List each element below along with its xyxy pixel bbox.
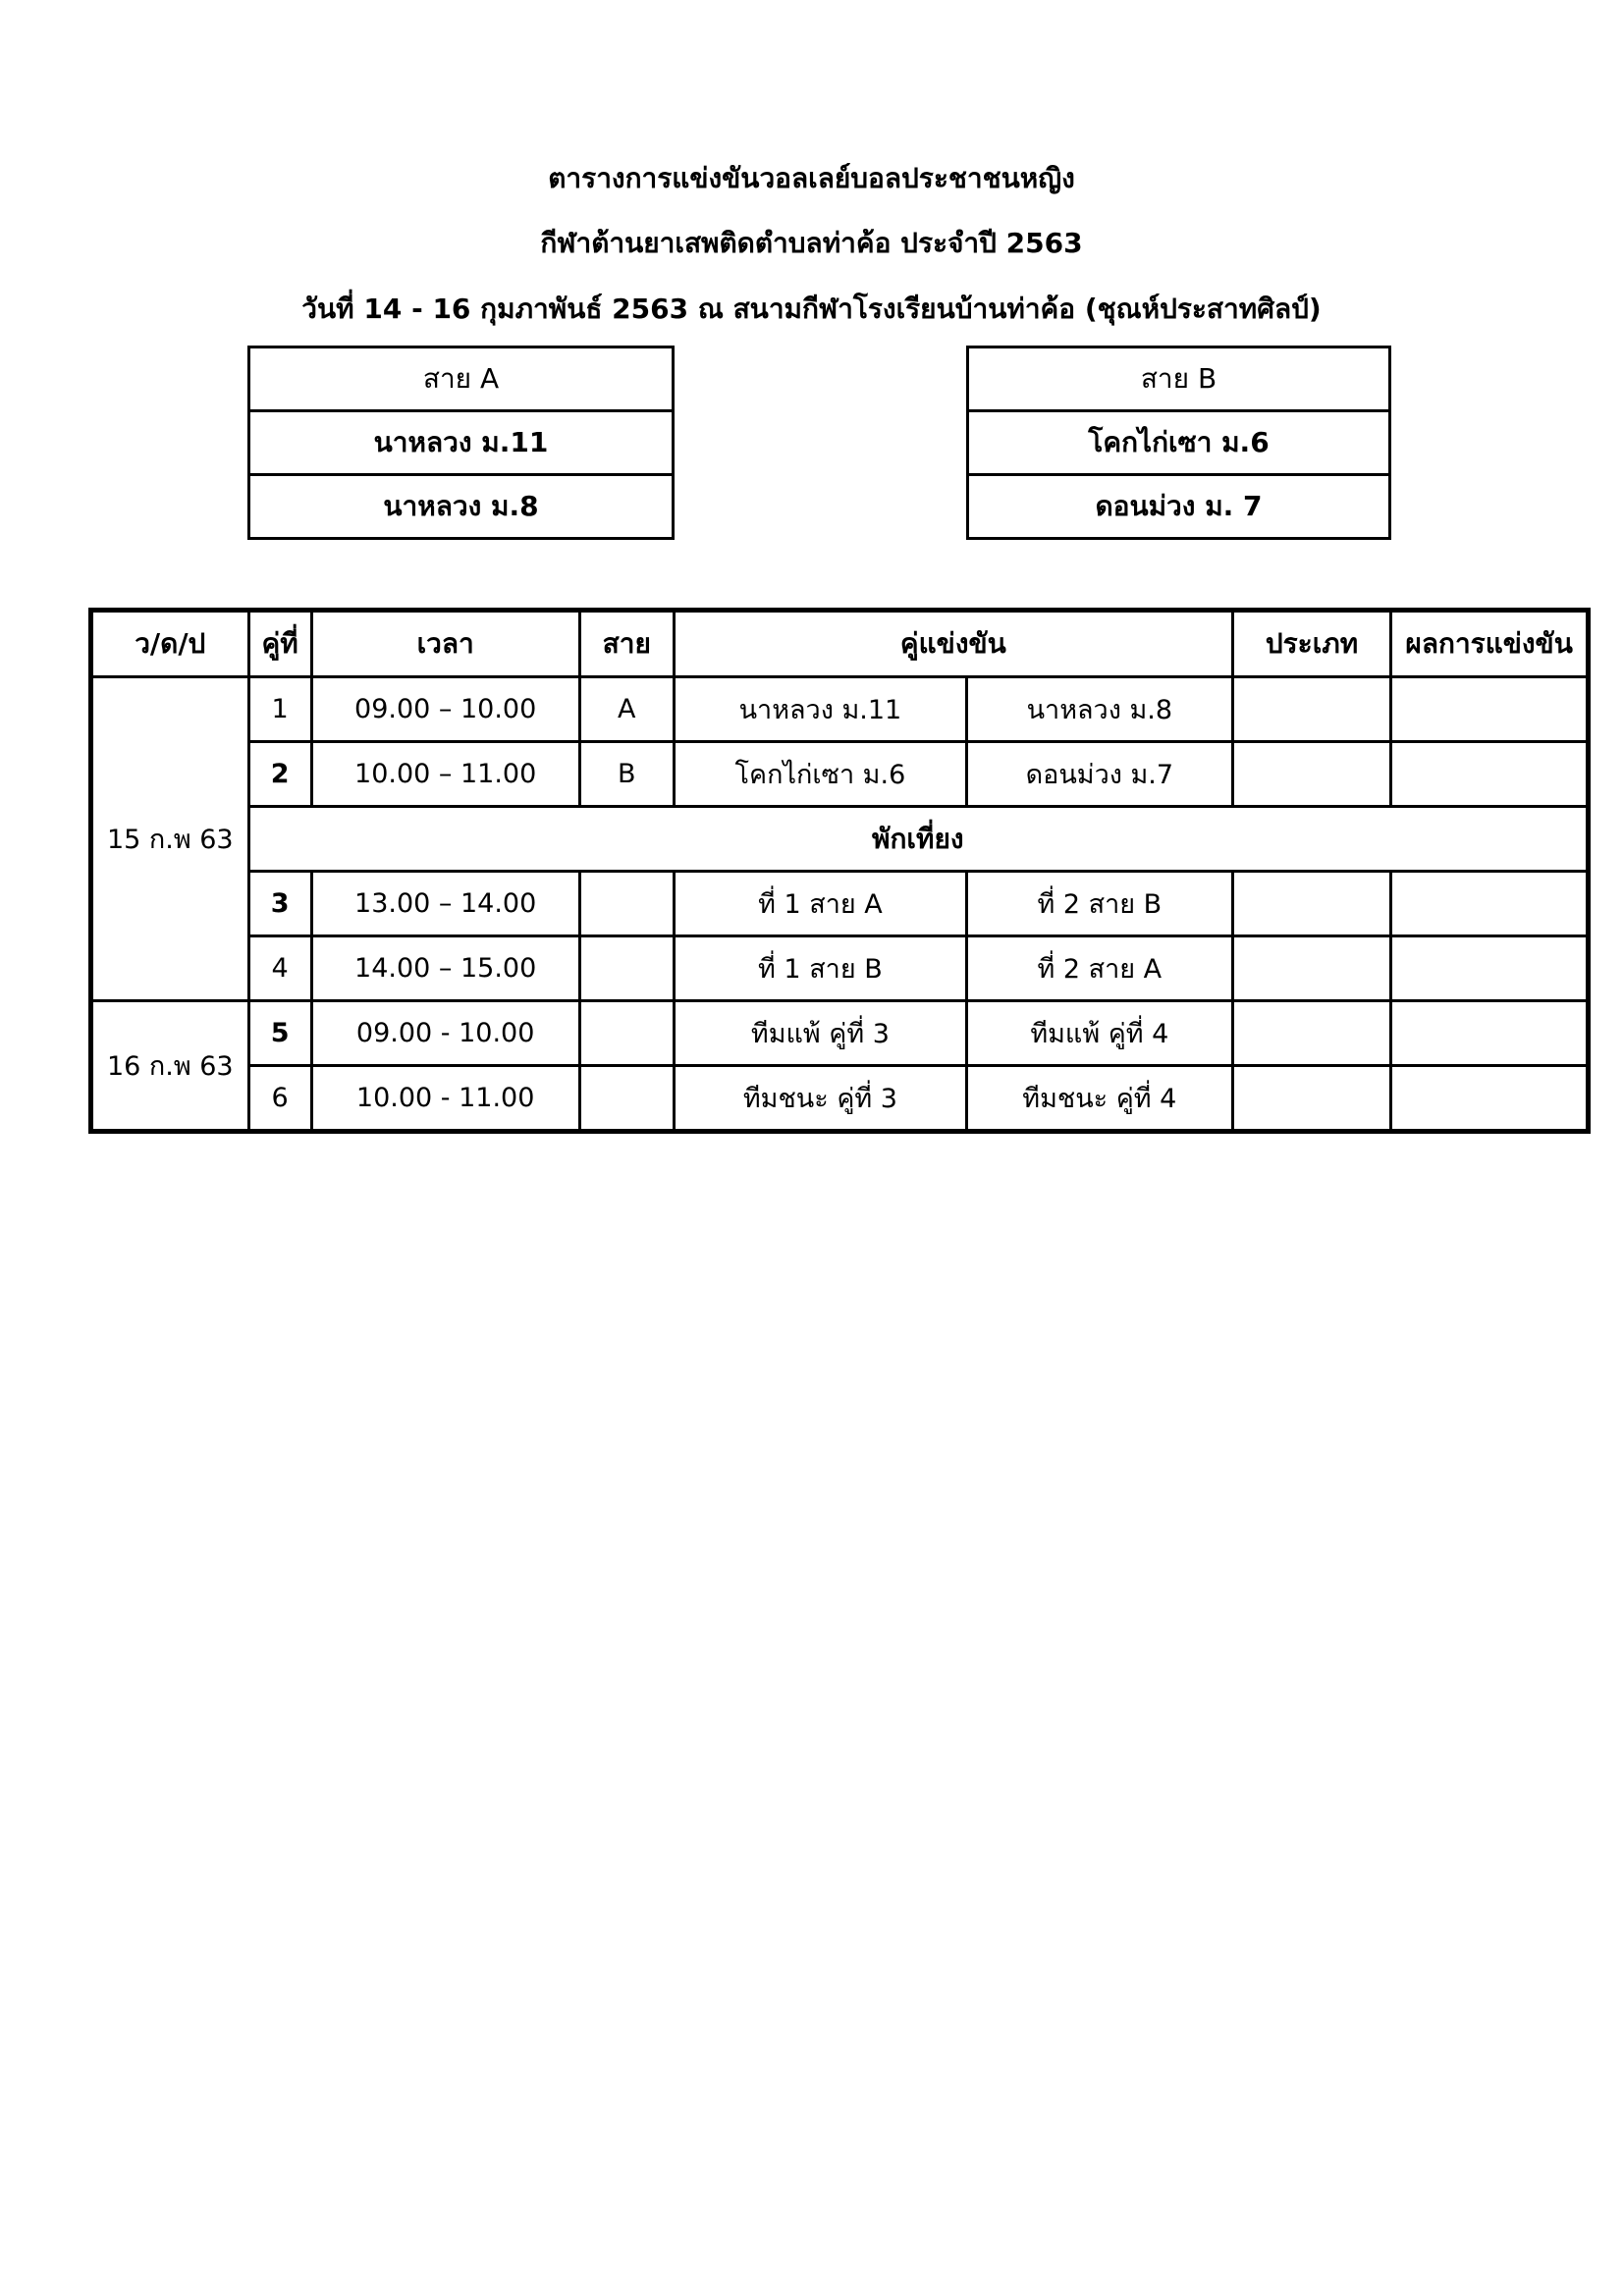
date-cell-day2: 16 ก.พ 63 <box>91 1001 249 1132</box>
match-no: 1 <box>248 677 311 742</box>
group-b-table <box>966 346 1391 540</box>
table-row <box>91 677 1589 742</box>
match-away-team: ดอนม่วง ม.7 <box>966 742 1232 807</box>
table-row <box>91 872 1589 936</box>
match-category <box>1232 677 1391 742</box>
match-group <box>579 936 674 1001</box>
header-match-no: คู่ที่ <box>248 611 311 677</box>
match-away-team: ทีมแพ้ คู่ที่ 4 <box>966 1001 1232 1066</box>
document-subtitle: กีฬาต้านยาเสพติดตำบลท่าค้อ ประจำปี 2563 <box>540 227 1083 259</box>
group-b-team-2: ดอนม่วง ม. 7 <box>968 475 1390 539</box>
match-home-team: โคกไก่เซา ม.6 <box>674 742 966 807</box>
match-no: 3 <box>248 872 311 936</box>
match-away-team: ที่ 2 สาย A <box>966 936 1232 1001</box>
header-time: เวลา <box>311 611 579 677</box>
header-category: ประเภท <box>1232 611 1391 677</box>
match-category <box>1232 936 1391 1001</box>
match-category <box>1232 872 1391 936</box>
document-title: ตารางการแข่งขันวอลเลย์บอลประชาชนหญิง <box>548 162 1075 194</box>
match-home-team: ที่ 1 สาย A <box>674 872 966 936</box>
match-time: 14.00 – 15.00 <box>311 936 579 1001</box>
match-time: 10.00 - 11.00 <box>311 1066 579 1132</box>
match-result <box>1391 1066 1589 1132</box>
header-date: ว/ด/ป <box>91 611 249 677</box>
table-row <box>91 1001 1589 1066</box>
match-group <box>579 872 674 936</box>
match-category <box>1232 1066 1391 1132</box>
lunch-break-row <box>91 807 1589 872</box>
group-a-name: สาย A <box>249 347 674 411</box>
match-category <box>1232 1001 1391 1066</box>
match-result <box>1391 677 1589 742</box>
match-group <box>579 1001 674 1066</box>
match-group: A <box>579 677 674 742</box>
group-b-team-1: โคกไก่เซา ม.6 <box>968 411 1390 475</box>
match-home-team: นาหลวง ม.11 <box>674 677 966 742</box>
table-row <box>91 936 1589 1001</box>
date-cell-day1: 15 ก.พ 63 <box>91 677 249 1001</box>
match-category <box>1232 742 1391 807</box>
header-result: ผลการแข่งขัน <box>1391 611 1589 677</box>
match-group <box>579 1066 674 1132</box>
group-a-team-2: นาหลวง ม.8 <box>249 475 674 539</box>
schedule-header-row <box>91 611 1589 677</box>
match-time: 09.00 - 10.00 <box>311 1001 579 1066</box>
table-row <box>91 742 1589 807</box>
match-no: 5 <box>248 1001 311 1066</box>
match-away-team: นาหลวง ม.8 <box>966 677 1232 742</box>
match-schedule-table <box>88 608 1591 1134</box>
match-time: 09.00 – 10.00 <box>311 677 579 742</box>
document-date-venue: วันที่ 14 - 16 กุมภาพันธ์ 2563 ณ สนามกีฬาโรงเรียนบ้านท่าค้อ (ชุณห์ประสาทศิลป์) <box>301 293 1322 325</box>
match-home-team: ที่ 1 สาย B <box>674 936 966 1001</box>
match-away-team: ทีมชนะ คู่ที่ 4 <box>966 1066 1232 1132</box>
match-group: B <box>579 742 674 807</box>
match-time: 13.00 – 14.00 <box>311 872 579 936</box>
match-result <box>1391 742 1589 807</box>
match-home-team: ทีมชนะ คู่ที่ 3 <box>674 1066 966 1132</box>
lunch-break-label: พักเที่ยง <box>248 807 1588 872</box>
match-result <box>1391 1001 1589 1066</box>
match-time: 10.00 – 11.00 <box>311 742 579 807</box>
group-a-table <box>247 346 675 540</box>
match-result <box>1391 936 1589 1001</box>
match-away-team: ที่ 2 สาย B <box>966 872 1232 936</box>
group-b-name: สาย B <box>968 347 1390 411</box>
match-home-team: ทีมแพ้ คู่ที่ 3 <box>674 1001 966 1066</box>
match-no: 2 <box>248 742 311 807</box>
table-row <box>91 1066 1589 1132</box>
header-teams: คู่แข่งขัน <box>674 611 1232 677</box>
match-result <box>1391 872 1589 936</box>
match-no: 6 <box>248 1066 311 1132</box>
group-a-team-1: นาหลวง ม.11 <box>249 411 674 475</box>
match-no: 4 <box>248 936 311 1001</box>
header-group: สาย <box>579 611 674 677</box>
